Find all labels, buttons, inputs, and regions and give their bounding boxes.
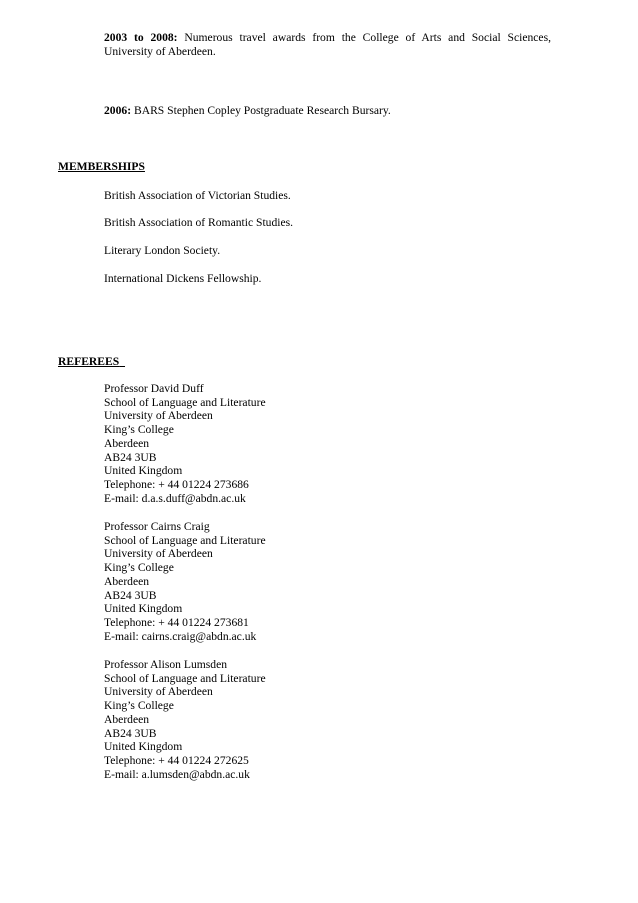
membership-item: Literary London Society.: [104, 244, 221, 257]
award-entry: [104, 31, 551, 58]
referee-university: University of Aberdeen: [104, 409, 213, 423]
referee-email: E-mail: cairns.craig@abdn.ac.uk: [104, 629, 257, 643]
referee-college: King’s College: [104, 423, 174, 437]
referee-country: United Kingdom: [104, 740, 183, 754]
membership-item: International Dickens Fellowship.: [104, 272, 262, 285]
award-text: Numerous travel awards from the College of Arts and Social Sciences, University of Aberdeen.: [104, 31, 551, 58]
referee-card: [104, 658, 266, 781]
referee-postcode: AB24 3UB: [104, 588, 157, 602]
award-entry: [104, 104, 551, 118]
referee-name: Professor David Duff: [104, 382, 204, 395]
referee-card: [104, 520, 266, 643]
referee-name: Professor Cairns Craig: [104, 520, 210, 533]
referee-department: School of Language and Literature: [104, 533, 266, 547]
referee-college: King’s College: [104, 699, 174, 713]
referee-university: University of Aberdeen: [104, 547, 213, 561]
award-text: BARS Stephen Copley Postgraduate Research Bursary.: [133, 104, 391, 117]
referee-email: E-mail: d.a.s.duff@abdn.ac.uk: [104, 491, 246, 505]
referee-name: Professor Alison Lumsden: [104, 658, 228, 671]
award-years: 2003 to 2008:: [104, 31, 178, 44]
referee-phone: Telephone: + 44 01224 273681: [104, 615, 249, 629]
membership-item: British Association of Victorian Studies.: [104, 189, 291, 202]
referee-department: School of Language and Literature: [104, 671, 266, 685]
referee-country: United Kingdom: [104, 602, 183, 616]
referee-college: King’s College: [104, 561, 174, 575]
referee-country: United Kingdom: [104, 464, 183, 478]
referee-postcode: AB24 3UB: [104, 450, 157, 464]
referee-city: Aberdeen: [104, 574, 150, 588]
membership-item: British Association of Romantic Studies.: [104, 216, 294, 229]
referee-phone: Telephone: + 44 01224 272625: [104, 753, 249, 767]
referee-card: [104, 382, 266, 505]
referees-heading: REFEREES: [58, 355, 120, 368]
referee-phone: Telephone: + 44 01224 273686: [104, 477, 249, 491]
memberships-heading: MEMBERSHIPS: [58, 160, 145, 173]
referee-university: University of Aberdeen: [104, 685, 213, 699]
referee-email: E-mail: a.lumsden@abdn.ac.uk: [104, 767, 250, 781]
award-years: 2006:: [104, 104, 132, 117]
referee-department: School of Language and Literature: [104, 395, 266, 409]
referee-city: Aberdeen: [104, 712, 150, 726]
referee-postcode: AB24 3UB: [104, 726, 157, 740]
referee-city: Aberdeen: [104, 436, 150, 450]
